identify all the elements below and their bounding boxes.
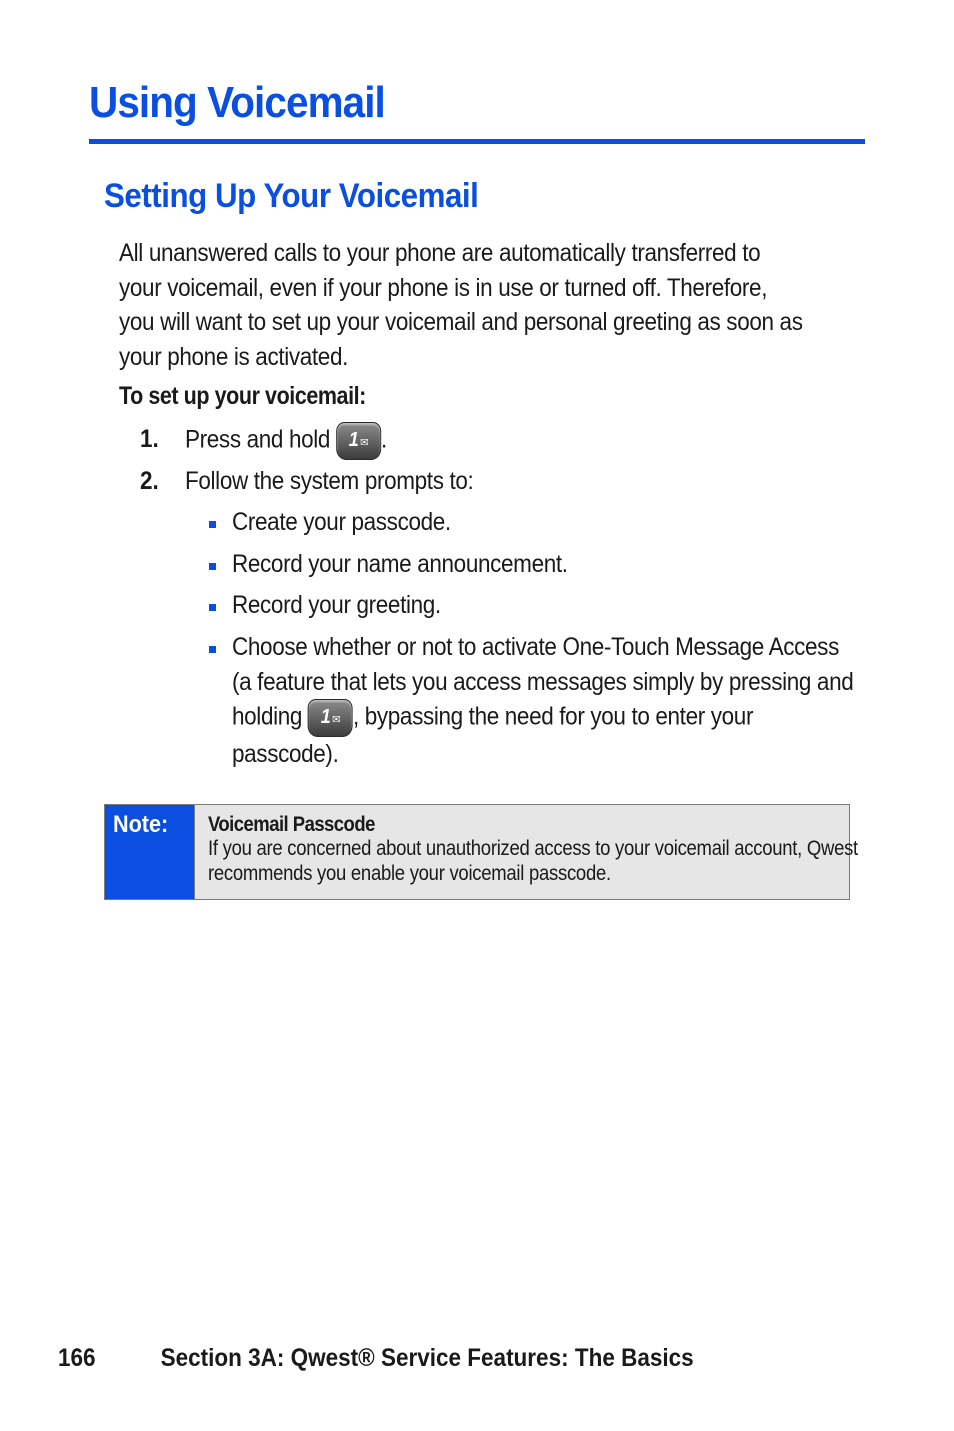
- note-body: If you are concerned about unauthorized access to your voicemail account, Qwest recommends you enable your voicemail passcode.: [208, 837, 858, 885]
- step-text: Follow the system prompts to:: [185, 467, 474, 495]
- intro-paragraph: All unanswered calls to your phone are automatically transferred to your voicemail, even if your phone is in use or turned off. Therefore, you will want to set up your voicemail and personal greeting as soon as your phone is activated.: [119, 239, 803, 371]
- bullet-square-icon: [209, 604, 216, 611]
- page-footer: [58, 1344, 694, 1373]
- page-title: Using Voicemail: [89, 78, 385, 127]
- title-rule: [89, 139, 865, 144]
- note-label-cell: [105, 805, 195, 899]
- page-number: 166: [58, 1344, 96, 1372]
- voicemail-key-1-icon: 1 ✉: [336, 422, 381, 460]
- note-box: [104, 804, 858, 900]
- bullet-square-icon: [209, 646, 216, 653]
- lead-in: To set up your voicemail:: [119, 382, 366, 410]
- bullet-square-icon: [209, 521, 216, 528]
- step-text: Press and hold 1 ✉ .: [185, 422, 387, 460]
- step-number: 2.: [140, 467, 159, 495]
- note-label: Note:: [113, 811, 169, 838]
- bullet-square-icon: [209, 563, 216, 570]
- note-content: [208, 813, 888, 886]
- footer-section: Section 3A: Qwest® Service Features: The Basics: [160, 1344, 694, 1372]
- section-heading: Setting Up Your Voicemail: [104, 177, 479, 215]
- voicemail-key-1-icon: 1 ✉: [308, 699, 353, 737]
- note-title: Voicemail Passcode: [208, 813, 375, 836]
- step-number: 1.: [140, 425, 159, 453]
